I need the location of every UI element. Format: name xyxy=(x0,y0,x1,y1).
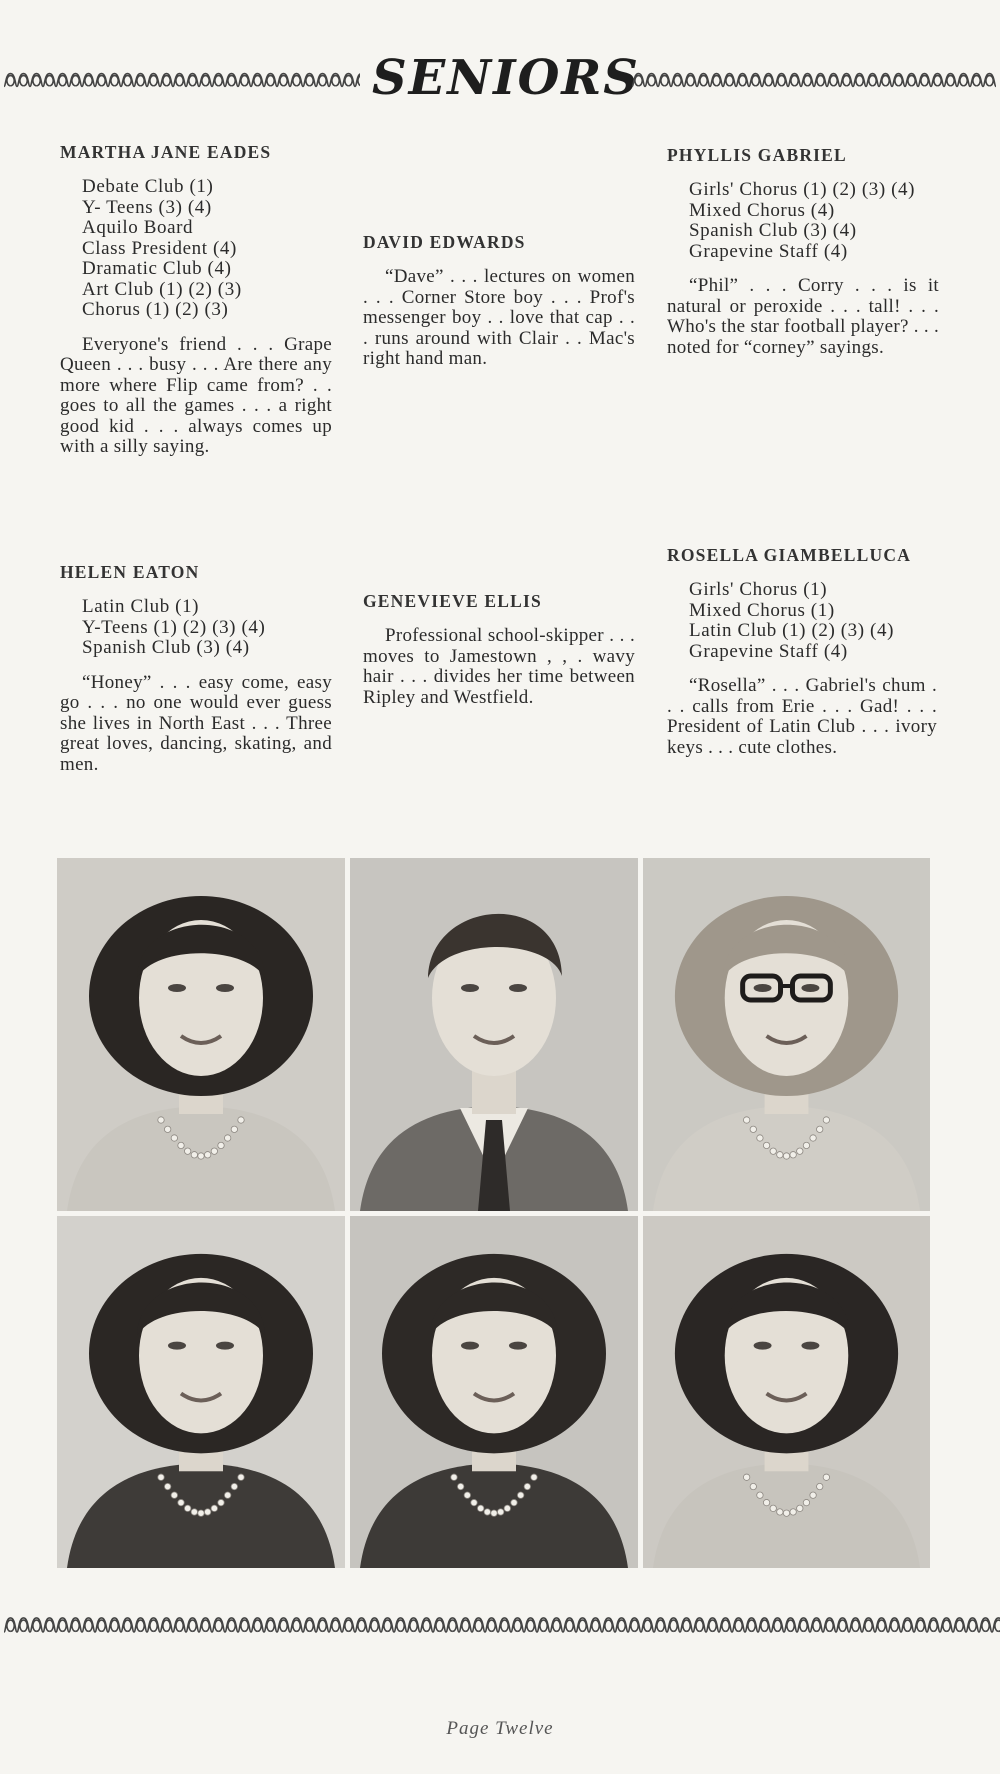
senior-description: “Phil” . . . Corry . . . is it natural or peroxide . . . tall! . . . Who's the star football player? . . . noted for “corney” sayings. xyxy=(667,275,939,358)
senior-description: “Dave” . . . lectures on women . . . Corner Store boy . . . Prof's messenger boy . . love that cap . . . runs around with Clair . . Mac's right hand man. xyxy=(363,266,635,369)
portrait-girl-icon xyxy=(57,858,345,1211)
senior-description: Everyone's friend . . . Grape Queen . . . busy . . . Are there any more where Flip came from? . . goes to all the games . . . a right good kid . . . always comes up with a silly saying. xyxy=(60,333,332,457)
scroll-ornament-left xyxy=(0,70,360,90)
activity-item: Girls' Chorus (1) xyxy=(689,579,828,600)
loop-border-icon xyxy=(0,1614,1000,1636)
loop-border-icon xyxy=(628,70,1000,90)
activity-item: Girls' Chorus (1) (2) (3) (4) xyxy=(689,179,916,200)
portrait-girl-icon xyxy=(643,1216,930,1568)
loop-border-icon xyxy=(0,70,360,90)
senior-bio-martha-jane-eades xyxy=(60,141,332,458)
senior-name: PHYLLIS GABRIEL xyxy=(667,145,847,165)
portrait-girl-glasses-icon xyxy=(643,858,930,1211)
senior-name: GENEVIEVE ELLIS xyxy=(363,591,542,611)
scroll-ornament-bottom xyxy=(0,1614,1000,1636)
activity-list xyxy=(667,580,937,662)
page-number: Page Twelve xyxy=(446,1718,554,1739)
activity-list xyxy=(60,177,332,321)
senior-photo xyxy=(350,858,638,1211)
activity-list xyxy=(667,180,939,262)
senior-photo xyxy=(643,858,930,1211)
activity-item: Mixed Chorus (4) xyxy=(689,199,835,221)
activity-item: Art Club (1) (2) (3) xyxy=(82,278,242,300)
portrait-girl-icon xyxy=(57,1216,345,1568)
senior-photo-grid xyxy=(57,858,930,1568)
page-title: SENIORS xyxy=(372,50,640,106)
senior-photo xyxy=(643,1216,930,1568)
senior-name: HELEN EATON xyxy=(60,562,200,582)
senior-bio-genevieve-ellis xyxy=(363,590,635,708)
senior-name: DAVID EDWARDS xyxy=(363,232,526,252)
senior-bio-phyllis-gabriel xyxy=(667,144,939,358)
activity-item: Dramatic Club (4) xyxy=(82,258,232,279)
senior-photo xyxy=(350,1216,638,1568)
activity-item: Grapevine Staff (4) xyxy=(689,240,848,262)
scroll-ornament-right xyxy=(628,70,1000,90)
senior-bio-rosella-giambelluca xyxy=(667,544,937,758)
senior-description: “Rosella” . . . Gabriel's chum . . . calls from Erie . . . Gad! . . . President of Latin Club . . . ivory keys . . . cute clothes. xyxy=(667,675,937,758)
activity-item: Latin Club (1) xyxy=(82,596,200,617)
senior-description: “Honey” . . . easy come, easy go . . . no one would ever guess she lives in North East . . . Three great loves, dancing, skating, and men. xyxy=(60,671,332,775)
senior-name: MARTHA JANE EADES xyxy=(60,142,272,162)
activity-item: Class President (4) xyxy=(82,237,237,259)
activity-item: Debate Club (1) xyxy=(82,176,214,197)
activity-item: Latin Club (1) (2) (3) (4) xyxy=(689,620,895,641)
senior-photo xyxy=(57,1216,345,1568)
activity-item: Y- Teens (3) (4) xyxy=(82,196,212,218)
senior-bio-david-edwards xyxy=(363,231,635,370)
activity-item: Mixed Chorus (1) xyxy=(689,599,835,621)
senior-name: ROSELLA GIAMBELLUCA xyxy=(667,545,912,565)
activity-item: Chorus (1) (2) (3) xyxy=(82,299,229,320)
portrait-boy-icon xyxy=(350,858,638,1211)
activity-item: Spanish Club (3) (4) xyxy=(689,220,857,241)
activity-item: Y-Teens (1) (2) (3) (4) xyxy=(82,616,266,638)
senior-photo xyxy=(57,858,345,1211)
portrait-girl-icon xyxy=(350,1216,638,1568)
page-header xyxy=(0,48,1000,108)
senior-bio-helen-eaton xyxy=(60,561,332,775)
activity-list xyxy=(60,597,332,659)
activity-item: Spanish Club (3) (4) xyxy=(82,637,250,658)
activity-item: Grapevine Staff (4) xyxy=(689,640,848,662)
activity-item: Aquilo Board xyxy=(82,217,194,238)
senior-description: Professional school-skipper . . . moves to Jamestown , , . wavy hair . . . divides her time between Ripley and Westfield. xyxy=(363,625,635,708)
